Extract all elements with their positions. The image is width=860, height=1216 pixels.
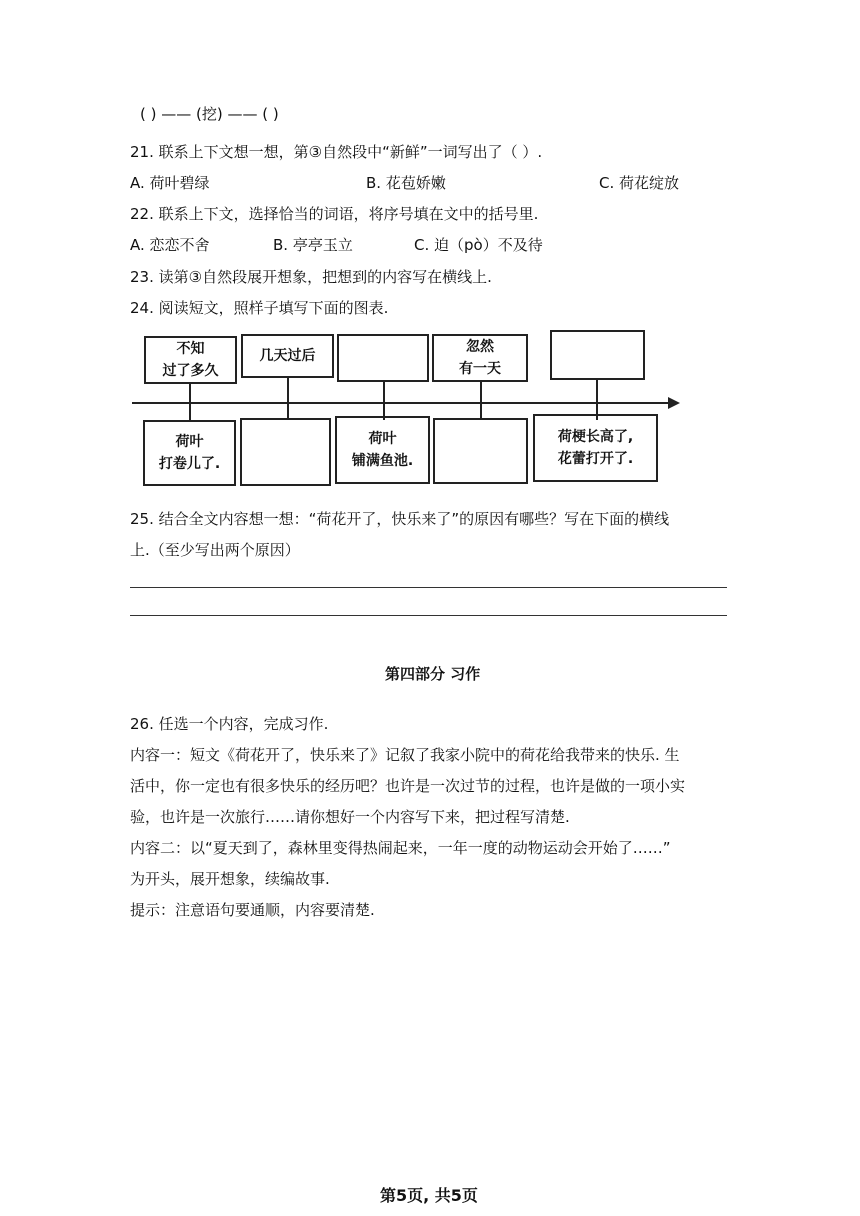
timeline-axis [132,402,672,404]
timeline-bottom-box-empty[interactable] [433,418,528,484]
timeline-tick [383,382,385,420]
timeline-tick [189,382,191,420]
q26-stem: 26. 任选一个内容，完成习作. [130,715,329,733]
q26-tip: 提示：注意语句要通顺，内容要清楚. [130,901,375,919]
q21-option-c: C. 荷花绽放 [599,174,680,192]
timeline-top-box: 几天过后 [241,334,334,378]
timeline-bottom-box: 荷叶 铺满鱼池. [335,416,430,484]
q23-stem: 23. 读第③自然段展开想象，把想到的内容写在横线上. [130,268,492,286]
q26-content2-line1: 内容二：以“夏天到了，森林里变得热闹起来，一年一度的动物运动会开始了……” [130,839,671,857]
q26-content1-line2: 活中，你一定也有很多快乐的经历吧？也许是一次过节的过程，也许是做的一项小实 [130,777,686,795]
timeline-tick [480,382,482,420]
answer-line[interactable] [130,587,727,588]
timeline-bottom-box: 荷梗长高了, 花蕾打开了. [533,414,658,482]
q21-option-b: B. 花苞娇嫩 [366,174,446,192]
timeline-top-box: 忽然 有一天 [432,334,528,382]
timeline-arrow [668,397,680,409]
q22-option-a: A. 恋恋不舍 [130,236,210,254]
timeline-top-box-empty[interactable] [550,330,645,380]
q24-stem: 24. 阅读短文，照样子填写下面的图表. [130,299,389,317]
section-title: 第四部分 习作 [385,665,481,683]
timeline-chart [0,0,860,500]
q25-stem-line2: 上.（至少写出两个原因） [130,541,300,559]
q22-option-c: C. 迫（pò）不及待 [414,236,543,254]
q26-content1-line1: 内容一：短文《荷花开了，快乐来了》记叙了我家小院中的荷花给我带来的快乐. 生 [130,746,680,764]
q26-content2-line2: 为开头，展开想象，续编故事. [130,870,330,888]
q22-stem: 22. 联系上下文，选择恰当的词语，将序号填在文中的括号里. [130,205,539,223]
q21-stem: 21. 联系上下文想一想，第③自然段中“新鲜”一词写出了（ ）. [130,143,543,161]
q26-content1-line3: 验，也许是一次旅行……请你想好一个内容写下来，把过程写清楚. [130,808,570,826]
q21-option-a: A. 荷叶碧绿 [130,174,210,192]
timeline-bottom-box: 荷叶 打卷儿了. [143,420,236,486]
timeline-bottom-box-empty[interactable] [240,418,331,486]
q22-option-b: B. 亭亭玉立 [273,236,353,254]
answer-line[interactable] [130,615,727,616]
timeline-top-box: 不知 过了多久 [144,336,237,384]
timeline-top-box-empty[interactable] [337,334,429,382]
timeline-tick [287,376,289,420]
q25-stem-line1: 25. 结合全文内容想一想：“荷花开了，快乐来了”的原因有哪些？写在下面的横线 [130,510,670,528]
page-footer: 第5页, 共5页 [380,1186,478,1205]
blank-chain-line: ( ) —— (挖) —— ( ) [140,105,279,123]
